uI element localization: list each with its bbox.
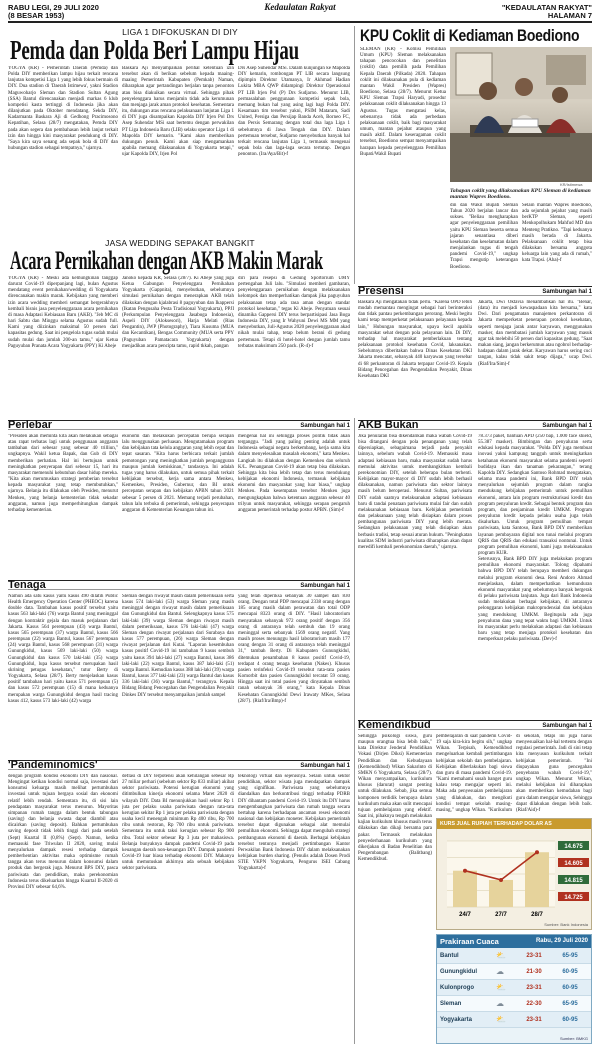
story2-col2: Janoko kepada KR, Selasa (28/7). Ki Abeje yang juga Ketua Gabungan Penyelenggara Pernikahan Yogyakarta (Gappnita), menyebutkan, sebelumnya simulasi pernikahan dengan menerapkan AKB telah dilakukan dengan kjalabrasi 8 paguyuban dan Ikappersi (Ikatan Pengusaha Pesta Tradisional Yogyakarta), PPJI (Perkumpulan Penyelenggara Jasaboga Indonesia), Aspeli DIY (Aloksesori), Harja Melati (Rias Pengantin), JWP (Photography), Tiara Kusuma (MUA dan Kecantikan), Bengas Community (MUA serta PPY (Paguyuban Pamatacara Yogyakarta) dengan menjadikan acara pencipta tamu, rapid tkkah, pangan: [122, 276, 234, 349]
cuaca-row: [437, 1012, 591, 1028]
kurs-date-label: 24/7: [459, 912, 471, 918]
paper-name: "KEDAULATAN RAKYAT": [501, 3, 592, 12]
cuaca-row: [437, 964, 591, 980]
story2-col3: diri para resepsi di Gedung Sportorium UMY pertengahan Juli lalu. "Simulasi memberi gambaran, penyelenggaraan pernikahan dengan melaksanakan kelompok dan memperhatikan dampak jika paguyuban pelaksanaan tetap ada rasa aman dengan standar protokol kesehatan," tegas Ki Abeje. Penyatuan sesuai dinamika Gappersi DIY terus berpartisipasi Jasa Boga Indonesia DIY, yang Ir Wahyuni Dewi MS MM yang menyebutkan, Juli-Agustus 2020 penyelenggaraan akad nikah mulai tahap, tetap belum berani di gedung pertemuan. Tetapi di hotel-hotel dengan jumlah tamu terbatas maksimum 250 pack. (R-4)-f: [238, 276, 350, 349]
header-rule: [8, 21, 592, 23]
kpu-col3: Selain mantan Wapres Boediono, ada sejumlah pejabat yang masih berKTP Sleman, seperti Menkopolhukam Mahfud MD dan Menteng Pratikno. "Tapi keduanya masih berada di Jakarta. Pelaksanaan coklit tetap bisa dilakukan bersama anggota keluarga lain yang ada di rumah," kata Trapsi. (Aha)-f: [522, 203, 592, 264]
tenaga-continued: Sambungan hal 1: [300, 583, 350, 589]
kpu-col2: din dan Wakil Bupati Sleman Tahun 2020 berjalan lancar dan sukses. "Beliau mengharapkan agar penyelenggaraan pemilihan yaitu KPU Sleman beserta semua jajaran senantiasa diberi kesehatan dan keselamatan dalam menjalankan tugas di tengah pandemi Covid-19," ungkap Trapsi mengutip keterangan Boediono.: [450, 203, 518, 270]
story1-headline: Pemda dan Polda Beri Lampu Hijau: [10, 35, 299, 65]
cuaca-humidity: 60-95: [562, 968, 578, 975]
akb-continued: Sambungan hal 1: [542, 423, 592, 429]
kemendikbud-col1: Sehingga psikologi siswa, guru maupun orangtua bisa lebih baik," kata Direktur Jenderal Pendidikan Vokasi (Dirjen Diksi) Kementerian Pendidikan dan Kebudayaan (Kemendikbud) Wikan Sakarinto di SMKN 6 Yogyakarta, Selasa (28/7). Wikan menyampaikan, kurikulum khusus (darurat) sangat penting untuk dilakukan. Sebab, jika semua komponen terdidik berupaya dalam kurikulum maka akan sulit mencapai tujuan pembelajaran yang efektif. Saat ini, pihaknya tengah melakukan kajian kurikulum khusus masih terus dilakukan dan dikaji bersama para pakar. Termasuk melakukan penyederhanaan kurikulum yang dikerjakan di Badan Penelitian dan Pengembangan (Balitbang) Kemendikbud.: [358, 734, 432, 863]
column-divider-lower: [354, 418, 355, 1044]
cuaca-humidity: 60-95: [562, 984, 578, 991]
edition-date: RABU LEGI, 29 JULI 2020: [8, 3, 99, 12]
story1-col2: Baskara Aji menyampaikan perihal ketentuan izin tersebut akan di berikan sebelum kepada maaing-maaing Pemerintah Kabupaten (Pemkab) Naman, diharapkan agar pertandingan berjalan tanpa penonton atau bisa diakuikan secara virtual. Sehingga pihak penyelenggara harus menjamin tidak ada kerumunan dan menjaga jarak aman protokol kesehatan. Sementara itu, dukungan atas rencana pelaksanaan lanjutan Liga 1 di DIY juga disampaikan Kapolda DIY Irjen Pol Drs Asep Suhendar MSi saat bertemu dengan perwakilan PT Liga Indonesia Baru (LIB) selaku operator Liga 1 di Mapolda DIY kemarin. "Kami akan memberikan dukungan penuh. Kami akan siap mengamankan apabila memang dilaksanakan di Yogyakarta tetapi," ujar Kapolda DIY, Irjen Pol: [122, 66, 234, 158]
story1-col1: YOGYA (KR) - Pemerintah Daerah (Pemda) dan Polda DIY memberikan lampu hijau terkait rencana lanjutan kompetisi Liga 1 yang lebih fokus bermain di DIY. Dua stadion di 'Daerah Istimewa', yakni Stadion Maguwoharjo Sleman dan Stadion Sultan Agung (SSA) Bantul direncanakan menjadi markas 6 klub kompetisi kasta tertinggi di Indonesia jika akan dilanjutkan pada Oktober mendatang. Sekda DIY, Kadarmanta Baskara Aji di Gedhong Pracimosono Kepatihan, Selasa (28/7) mengatakan, Pemda DIY pada akan segera dan pembahasan lebih lanjut terkait izin dan hingga kini masyarakat pendukung di DIY. "Saya kira saya senang ada sepak bola di DIY dan hubungan stadion sebagai tempatnya," ujarnya.: [8, 66, 118, 152]
kurs-bar: [525, 852, 549, 907]
cuaca-humidity: 65-95: [562, 952, 578, 959]
cuaca-temp: 23-31: [526, 984, 542, 991]
presensi-col1: Baskara Aji mengatakan tidak perlu. "Karena OPD lebih mudah memantau mengingat sebagai hari berinteraksi dan tidak pantau perkembangan perorang. Meski begitu kami tetap memperketat pelaksanaan pelayanan kepada lain," Hubungan masyarakat, upaya kecil apabila masyarakat sehat dengan pola pelayanan lain. Di DIY, terhadap hal masyarakat pemberlakuan tentang pelaksanaan protokol kesehatan Covid, laksanakan. Sebelumnya diberitakan bahwa Dinas Kesehatan DKI Jakarta mencatat, sebanyak 440 karyawan yang tersebar di 68 perkantoran di Jakarta terpapar Covid-19. Kepala Bidang Pencegahan dan Pengendalian Penyakit, Dinas Kesehatan DKI: [358, 300, 472, 379]
perlebar-continued: Sambungan hal 1: [300, 423, 350, 429]
cuaca-row: [437, 996, 591, 1012]
akb-col2: 78.373 paket, bantuan APD (250 bap, 1.000 face shield, 55.387 masker). Bimbingan dan penyaluran serta edukasi kepada masyarakat. "Polda DIY juga membuat inovasi yakni kampung tangguh untuk meningkatkan ketahanan ekonomi masyarakat selama pandemi seperti budidaya ikan dan tanaman pekarangan," terang Kapolda DIY. Sedangkan Santoso Rohmad mengatakan, selama masa pandemi ini, Bank BPD DIY telah menyalurkan sejumlah program dalam rangka mendukung kebijakan pemerintah untuk pemulihan ekonomi, antara lain program restrukturisasi kredit dan program penyaluran kredit. Sebagai bentuk program dan program, dan penjaminan kredit UMKM. Program penyaluran kredit kepada pelaku usaha juga telah disalurkan. Untuk program pemulihan tempat pariwisata, kata Santoso, Bank BPD DIY memberikan layanan pembayaran digital non tunai melalui program QRIS dan QRIS dan edukasi transaksi nontunai. Untuk program pemulihan ekonomi, kami juga melaksanakan program KUR. Seterusnya, Bank BPD DIY juga melakukan program pemulihan ekonomi masyarakat. Tolong dipahami bahwa BPD DIY telah berupaya memberi dukungan melalui program ekonomi desa. Reni Andoro Ahmad menjelaskan, dalam memperhatikan kemunduran ekonomi masyarakat yang sebelumnya banyak bergerak di pelaku pariwisata lanjutan. Juga dari Bank Indonesia sudah melakukan berbagai kebijakan, di antaranya pelonggaran kebijakan makroprudensial dan kebijakan yang mendukung UMKM. Begitupula ada juga penyaluran dana yang tepat waktu bagi UMKM. Untuk itu masyarakat perlu melakukan adaptasi dan kebiasaan baru yang tetap menjaga protokol kesehatan dan memperkuat pelaku pariwisata. (Dev)-f: [478, 434, 592, 643]
perlebar-col1: "Presiden akan meminta kita akan melakukan sebagai atau rapat terbatas lagi untuk penggunaan anggaran tambahan dari sebesar yang sebesar 40 trilliun," ungkapnya. Wakil ketua Bapak, dan Gub di DIY memberikan perhatian. Hal ini bertujuan untuk meningkatkan penyerapan dari sebesar 15, hari itu masyarakat memenuhi kebutuhan dasar hidup mereka. "Kita akan merumuskan strategi pemberian tersebut kepada masyarakat yang tetap membutuhkan," ujarnya. Belanja itu dilakukan oleh Presiden, menurut Menkeu, yang belanja kementerian tidak sekadar anggaran, namun juga memperhitungkan dampak terhadap kementerian.: [8, 434, 118, 513]
kemendikbud-col2: pembelajaran di saat pandemi Covid-19 saja kira-kira begitu sih," ungkap Wikan. Terpisah, Kemendikbud mengeluarkan kembali pertimbangan kebijakan sekolah dan pembelajaran. Kebijakan diberlakukan bagi siswa dan guru di masa pandemi Covid-19. "Kami memahami susah banget guru kalau tetap mengajar seperti ini. Maka ada penyesuaian pembelajaran yang dilakukan, dan mengikuti kondisi tempat sekolah masing-masing," ungkap Wikan. "Kurikulum: [436, 734, 512, 813]
pandemi-title: 'Pandeminomics': [8, 759, 98, 771]
sun-cloud-icon: ⛅: [496, 951, 506, 960]
kemendikbud-col3: di sekolah, tetapi ini juga harus menyesuaikan hal-hal tertentu dengan regulasi pemerintah. Jadi di sini tetap kita menyusun kurikulum terkait kebijakan pemerintah. "Ini diupayakan guna pencegahan penyebaran wabah Covid-19," ungkap Wikan. Menurut Wikan, melalui kebijakan ini diharapkan akan memberikan kemudahan bagi guru dalam mengajar siswa, Sehingga dapat dilakukan dengan lebih baik. (Riaf/Aid)-f: [516, 734, 592, 813]
cuaca-city: Sleman: [440, 1000, 462, 1007]
cuaca-city: Yogyakarta: [440, 1016, 472, 1023]
edition-date-javanese: (8 BESAR 1953): [8, 11, 65, 20]
cuaca-city: Bantul: [440, 952, 459, 959]
page-number: HALAMAN 7: [547, 11, 592, 20]
story1-col3: Drs Asep Suhendar MSi. Dalam kunjungan ke Mapolda DIY kemarin, rombongan PT LIB secara langsung dipimpin Direktur Utamanya, Ir Akhmad Hadian Lukita MBA QWP didampingi Direktur Operasional PT LIB Irjen Pol (P) Drs Sudjarno. Menurut LIB, permasalahan penggunaan kompetisi sepak bola, memang bukan hal yang asing lagi bagi Polda DIY. Kesamaan tim tersebut yakni, PSIM Mataram, Sadi United, Persiga dan Persijap Banda Aceh, Borneo FC, dan Persis Semarang dengan total dua laga Liga 1 sebelumnya di Jawa Tengah dan DIY. Dalam pertemuan tersebut, Sudjarno menyebutkan banyak hal terkait rencana lanjutan Liga 1, termasuk mengenai sepak bola dan laga-laga secara tertutup. Dengan penonton. (Ira/Aya/Bit)-f: [238, 66, 350, 158]
perlebar-title: Perlebar: [8, 419, 53, 431]
story2-headline: Acara Pernikahan dengan AKB Makin Marak: [10, 246, 323, 275]
kurs-point: [499, 878, 503, 882]
kpu-photo: [450, 47, 592, 182]
kpu-photo-credit: KR/Istimewa: [560, 182, 583, 187]
kpu-photo-illustration: [450, 47, 592, 182]
kpu-headline: KPU Coklit di Kediaman Boediono: [360, 26, 580, 45]
cloud-icon: ☁: [496, 967, 504, 976]
akb-col1: Jika penularan bisa dikendalikan maka wabah Covid-19 bisa ditangani dengan pola penanganan yang telah dipersiapkan, sebagaimana terjadi pada penyakit lainnya, sebelum wabah Covid-19. Memasuki masa adaptasi kebiasaan baru, maka masyarakat sudah harus memulai aktivitas untuk membangkitkan kembali perekonomian DIY, setelah beberapa bulan terhenti. Kebijakan mayor-mayor di DIY sudah lebih berhasil dilaksanakan, namun pariwisata dan sektor lainnya masih belum beroperasi. Menurut Sultan, pariwisata DIY sudah saatnya melaksanakan adaptasi kebiasaan baru di tandai penataan pariwisata mulai fair dan sudah melaksanakan kebiasaan baru. Kebijakan pemerintah dan pelaksanaan yang telah disiapkan dalam proses pembangunan pariwisata DIY yang lebih merata. Sedangkan pelaksanaan yang telah disiapkan akan berbasis tradisi, tetap sesuai aturan hukum. "Peningkatan kualitas SDM industri pariwisata diharapkan akan dapat meredifi kembali perekonomian daerah," ujarnya.: [358, 434, 472, 550]
tenaga-col3: yang telah diperiksa sebanyak 30 sampel dari 830 orang. Dengan total PDP mencapai 2338 orang dengan 185 orang masih dalam perawatan dan total ODP mencapai 8323 orang di DIY. "Hasil laboratorium menyatakan sebanyak 972 orang positif dengan 356 orang di antaranya telah sembuh dan 19 orang meninggal serta sebanyak 1569 orang negatif. Yang masih proses menunggu hasil laboratorium masih 177 orang dengan 31 orang di antaranya telah meninggal 31," tambah Berty. Di Kabupaten Gunungkidul, ditemukan penambahan 8 kasus positif Covid-19, terdapat 4 orang tenaga kesehatan (Nakes). Khusus pasien terinfeksi Covid-19 tersebut rata-rata pasien Komorbit dan pasien Gunungkidul tercatat 59 orang. Hingga saat ini total pasien yang dinyatakan sembuh ranah sebanyak 36 orang," kata Kepala Dinas Kesehatan Gunungkidul Dewi Irawaty MKes, Selasa (28/7). (Riaf/Ira/Bmp)-f: [238, 594, 350, 704]
kurs-box: [436, 818, 592, 930]
kurs-date-label: 27/7: [495, 912, 507, 918]
cuaca-temp: 23-31: [526, 952, 542, 959]
pandemi-col1: dengan program kondisi ekonomi DIY dan nasional. Mengingat ketikan kondisi normal saja, investasi dari konsumsi keluarga masih melihat pertumbuhan investasi untuk tujuan bergaya sosial dan ekonomi relatif lebih rendah. Sementara itu, di sisi lain pendapatan masyarakat terus menurun. Mayoritas simpanan rumah tangga dalam bentuk tabungan (saving) dan belanja swasta dapat diambil atau dicairkan (saving deposit). Bahkan pertumbuhan saving deposit tidak lebih tinggi dari pada setelah (Sept) Kuartal II (0,8%) (Sept). Namun, ketika memasuki fase Triwulan II 2020, saving mulai menyalurkan dampak resesi terhadap dampak pemberhentian aktivitas maka optimisme rumah tangga akan terus menurun dalam konsumsi dalam produk dan bergerak juga. Menurut BPS DIY, pasca pariwisata dan pendidikan, maka perekonomian Indonesia terus dikeluarkan hingga Kuartal II-2020 di Provinsi DIY sebesar 64,6%.: [8, 774, 118, 890]
kurs-point: [535, 850, 539, 854]
tenaga-col1: Namun ada satu kasus yaitu kasus 490 dilatih Public Health Emergency Operation Center (PHEOC) karena double data. Tambahan kasus positif tersebut yaitu kasus 563 laki-laki (76) warga Bantul yang meninggal dengan kontraktir gejala dan masuk perjalanan dari Jakarta. Kasus 564 perempuan (43) warga Bantul, kasus 565 perempuan (37) warga Bantul, kasus 566 perempuan (22) warga Bantul, kasus 567 perempuan (24) warga Bantul, kasus 568 perempuan (31) warga Gunungkidul, kasus 569 laki-laki (50) warga Gunungkidul dan kasus 570 laki-laki (35) warga Gunungkidul, lupa kasus tersebut merupakan hasil skrining petugas kesehatan," tutur Berty di Yogyakarta, Selasa (28/7). Berty menjelaskan kasus positif tambahan hari yaitu kasus 571 perempuan (5) dan kasus 572 perempuan (15) di mana keduanya merupakan warga Gunungkidul dengan hasil tracing kasus 412, kasus 573 laki-laki (42) warga: [8, 594, 118, 704]
cuaca-table: [437, 948, 591, 1028]
kurs-value-label: 14.605: [564, 861, 583, 867]
kemendikbud-continued: Sambungan hal 1: [542, 723, 592, 729]
pandemi-col3: teknologi virtual dan sejenisnya. Selain untuk sektor pendidikan, sektor wisata juga mendapatkan dampak yang signifikan. Pariwisata yang sebelumnya diandalkan dan berkontribusi tinggi terhadap PDRB DIY dihantam pandemi Covid-19. Untuk itu DIY harus mengembangkan pariwisata dan rumah tangga secara bertahap karena berhadapan ancaman resesi ekonomi nasional dan kebijakan moneter. Kebijakan pemerintah tersebut dapat digunakan sebagai alat memulai pemulihan ekonomi. Sehingga dapat mengubah strategi pembangunan ekonomi di daerah. Berbagai kebijakan tersebut tentunya menjadi pertimbangan Kantor Perwakilan Bank Indonesia DIY dalam melaksanakan kebijakan burden sharing. (Penulis adalah Dosen Prodi STIE YKPN Yogyakarta, Pengurus ISEI Cabang Yogyakarta)-f: [238, 774, 350, 872]
cuaca-humidity: 65-95: [562, 1000, 578, 1007]
tenaga-col2: Sleman dengan riwayat masih dalam pemeriksaan serta kasus 574 laki-laki (53) warga Sleman yang masih meninggal dengan riwayat masih dalam pemeriksaan dan Gunungkidul dan Bantul. Selengkapnya kasus 575 laki-laki (39) warga Sleman dengan riwayat masih dalam pemeriksaan, kasus 576 laki-laki (47) warga Sleman dengan riwayat perjalanan dari Surabaya dan kasus 577 perempuan, (26) warga Sleman dengan riwayat perjalanan dari Kutai. "Laporan kesembuhan kasus positif Covid-19 ini tambahan 9 kasus sembuh yaitu kasus 394 laki-laki (27) warga Bantul, kasus 386 laki-laki (22) warga Bantul, kasus 387 laki-laki (51) warga Bantul. Kemudian kasus 388 laki-laki (39) warga Bantul, kasus 377 laki-laki (23) warga Bantul dan kasus 336 laki-laki (36) warga Bantul," terangnya. Kepala Bidang Bidang Pencegahan dan Pengendalian Penyakit Dinkes DIY tersebut menyampaikan jumlah sampel: [122, 594, 234, 698]
cuaca-city: Kulonprogo: [440, 984, 474, 991]
cloud-icon: ☁: [496, 999, 504, 1008]
kurs-bar: [489, 880, 513, 907]
kpu-col1: SLEMAN (KR) - Komisi Pemilihan Umum (KPU) Sleman melaksanakan tahapan pencocokan dan penelitian (coklit) data pemilih pada Pemilihan Kepala Daerah (Pilkada) 2020. Tahapan coklit ini dilaksanakan pula di kediaman mantan Wakil Presiden (Wapres) Boediono, Selasa (28/7). Menurut Ketua KPU Sleman Trapsi Haryadi, prosedur pelaksanaan coklit dilaksanakan hingga 13 Agustus. Tugas mengatasi kelas, sebenarnya tidak ada perbedaan pelaksanaan coklit, baik bagi masyarakat umum, mantan pejabat ataupun yang masih aktif. Dalam keseragaman coklit tersebut, Boediono sempat menyampaikan harapan kepada penyelenggara Pemilihan Bupati/Wakil Bupati: [360, 47, 446, 157]
cuaca-row: [437, 948, 591, 964]
kurs-point: [463, 869, 467, 873]
perlebar-col3: mengenai hal ini sehingga proses politik tidak akan terganggu. "Jadi yang paling penting adalah untuk Indonesia sebagai negara berkembang, kerja sama kita dalam menyelesaikan masalah ekonomi," kata Menkeu. Langkah itu dilakukan dengan Kemenkeu dan seluruh K/L. Penanganan Covid-19 akan tetap bisa dilakukan. Sehingga kita bisa lebih tetap dan terus mendukung kebijakan ekonomi Indonesia, termasuk kebijakan ekonomi dan masyarakat yang luar biasa," ungkap Menkeu. Pada kesempatan tersebut Menkeu juga mengungkapkan bahwa ketentuan anggaran sebesar 40 trilyun untuk masyarakat, sehingga serapan pengaruh anggaran pemerintah terhadap postur APBN. (Sim)-f: [238, 434, 350, 513]
story2-kicker: JASA WEDDING SEPAKAT BANGKIT: [105, 238, 255, 248]
column-divider: [354, 26, 355, 284]
presensi-col2: Jakarta, Dwi Oktavia menambahkan hal itu. "Benar, (data) itu menjadi kewaspadaan kita bersama," kata Dwi. Dari pengamatan manajemen perkantoran di Jakarta memperketat penerapan protokol kesehatan, seperti menjaga jarak antar karyawan, menggunakan masker, dan membatasi jumlah karyawan yang masuk agar tak melebihi 50 persen dari kapasitas gedung. "Saat makan siang, jangan berkerumun atau ngobrol berhadap-hadapan dalam jarak dekat. Karyawan harus sering cuci tangan, kalau tidak sakit tetap dijaga," ucap Dwi. (Riaf/Ira/Sim)-f: [478, 300, 592, 367]
cuaca-temp: 23-31: [526, 1016, 542, 1023]
kpu-caption: Tahapan coklit yang dilaksanakan KPU Sleman di kediaman mantan Wapres Boediono.: [450, 188, 591, 201]
sun-cloud-icon: ⛅: [496, 1015, 506, 1024]
tenaga-title: Tenaga: [8, 579, 46, 591]
pandemi-continued: Sambungan hal 1: [300, 763, 350, 769]
kurs-bar: [453, 871, 477, 907]
cuaca-humidity: 60-95: [562, 1016, 578, 1023]
story1-kicker: LIGA 1 DIFOKUSKAN DI DIY: [122, 27, 238, 37]
cuaca-title: Prakiraan Cuaca: [440, 937, 499, 946]
cuaca-credit: Sumber: BMKG: [559, 1036, 588, 1041]
kurs-chart: [437, 829, 591, 929]
pandemi-col2: deflasi di DIY terpotensi akan kehilangan sebesar Rp 27 miliar perhari (sebelum sektor Rp 833 miliar) akibat sektor pariwisata. Potensi kerugian ekonomi yang ditimbulkan kinerja ekonomi selama Maret 2020 di wilayah DIY. Data BI menunjukkan hasil sektor Rp 1 juta per pelaku usaha pariwisata dengan rata-rata kerugian sekitar Rp 1 juta per pelaku pariwisata dengan usaha kecil menengah minimum Rp 400 ribu, Rp 700 ribu untuk restoran, Rp 700 ribu untuk pariwisata. Sementara itu untuk taksi kerugian sebesar Rp 900 ribu. Total sektor sebesar Rp 3 juta per mahasiswa. Belanja bunyaknya dampak pandemi Covid-19 pada keuangan daerah non-keuangan DIY. Dampak pandemi Covid-19 luar biasa terhadap ekonomi DIY. Makanya untuk memutuskan akhirnya ada sebuah kebijakan sektor pariwisata.: [122, 774, 234, 872]
kurs-date-label: 28/7: [531, 912, 543, 918]
perlebar-col2: ekonomi dan melakukan percepatan berupa serapan lalu menggunakan perluasan. Mengutamakan program dan kebijakan tata kelola anggaran yang lebih cepat dan tepat sasaran. "Kita harus berbicara terkait jumlah pemotongan yang meningkatkan jumlah pengangguran maupun jumlah kemiskinan," tandasnya. Ini adalah tugas yang harus dilakukan, untuk semua pihak terkait kebijakan tersebut, kerja sama antara Menkeu, Kemenkeu, Presiden, Gubernur, dan BI untuk percepatan serapan dan kebijakan APBN tahun 2021 sebesar 5 persen di 2021. Memang terjadi perubahan, tahun lalu terbuka di pemerintah, sehingga penyerapan anggaran di Kementerian Keuangan tahun ini.: [122, 434, 234, 513]
rubric-title: Kedaulatan Rakyat: [264, 2, 336, 12]
cuaca-city: Gunungkidul: [440, 968, 477, 975]
kurs-credit: Sumber: Bank Indonesia: [544, 922, 588, 927]
kurs-value-label: 14.725: [564, 895, 583, 901]
sun-cloud-icon: ⛅: [496, 983, 506, 992]
cuaca-temp: 21-30: [526, 968, 542, 975]
presensi-continued: Sambungan hal 1: [542, 289, 592, 295]
cuaca-row: [437, 980, 591, 996]
kurs-value-label: 14.675: [564, 844, 583, 850]
kemendikbud-title: Kemendikbud: [358, 719, 431, 731]
cuaca-temp: 22-30: [526, 1000, 542, 1007]
story2-col1: YOGYA (KR) - Meski ada kemungkinan tanggap darurat Covid-19 diperpanjang lagi, bulan Agustus mendatang event pernikahan/wedding di Yogyakarta direncanakan makin marak. Kebijakan yang memberi izin acara wedding memberi semangat bergerakhnya kembali bisnis jasa penyelenggaraan acara pernikahan di masa Adaptasi Kebiasaan Baru (AKB). "Jeb MC di hari Sabtu dan Minggu selama Agustus sudah full. Kami yang diizinkan maksimal 50 persen dari kapasitas gedung. Saat ini pengelola tugas sudah mulai sudah mulai dan jumlah 200-an tamu," ujar Ketua Paguyuban Pranata Acara Yogyakarta (PPY) Ki Abeje: [8, 276, 118, 349]
presensi-title: Presensi: [358, 285, 404, 297]
cuaca-header: [437, 935, 591, 948]
kurs-title: KURS JUAL RUPIAH TERHADAP DOLAR AS: [437, 819, 591, 829]
cuaca-box: [436, 934, 592, 1044]
kurs-value-label: 14.815: [564, 878, 583, 884]
cuaca-date: Rabu, 29 Juli 2020: [535, 938, 588, 944]
akb-title: AKB Bukan: [358, 419, 419, 431]
